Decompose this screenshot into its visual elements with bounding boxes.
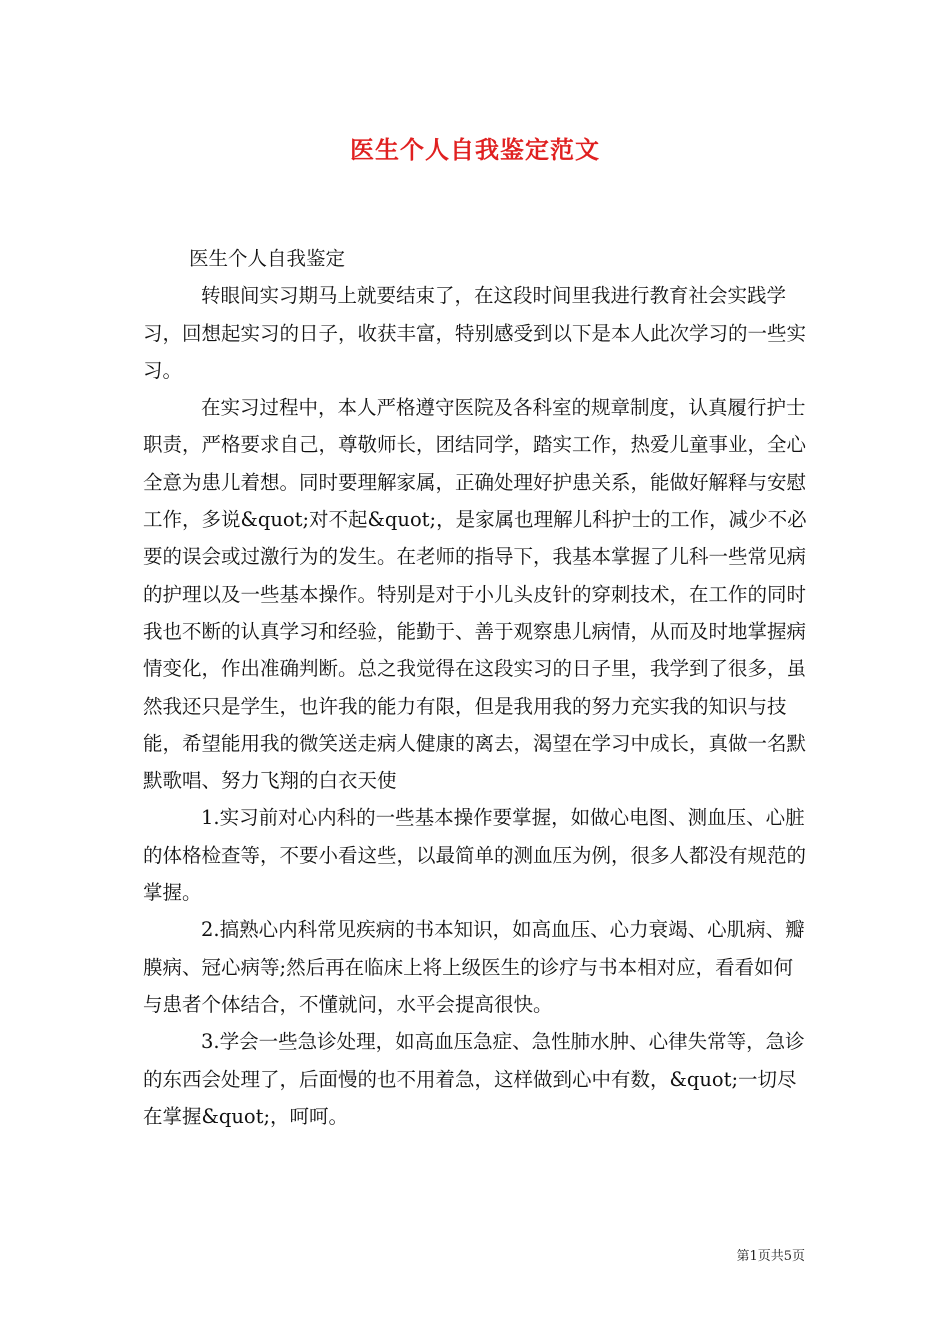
document-body: [143, 240, 811, 1135]
paragraph-point-3: 3.学会一些急诊处理，如高血压急症、急性肺水肿、心律失常等，急诊的东西会处理了，后面慢的也不用着急，这样做到心中有数，&quot;一切尽在掌握&quot;，呵呵。: [143, 1030, 805, 1128]
page-number: 第1页共5页: [736, 1249, 805, 1264]
paragraph-internship: 在实习过程中，本人严格遵守医院及各科室的规章制度，认真履行护士职责，严格要求自己，尊敬师长，团结同学，踏实工作，热爱儿童事业，全心全意为患儿着想。同时要理解家属，正确处理好护患关系，能做好解释与安慰工作，多说&quot;对不起&quot;，是家属也理解儿科护士的工作，减少不必要的误会或过激行为的发生。在老师的指导下，我基本掌握了儿科一些常见病的护理以及一些基本操作。特别是对于小儿头皮针的穿刺技术，在工作的同时我也不断的认真学习和经验，能勤于、善于观察患儿病情，从而及时地掌握病情变化，作出准确判断。总之我觉得在这段实习的日子里，我学到了很多，虽然我还只是学生，也许我的能力有限，但是我用我的努力充实我的知识与技能，希望能用我的微笑送走病人健康的离去，渴望在学习中成长，真做一名默默歌唱、努力飞翔的白衣天使: [143, 396, 807, 793]
paragraph-point-1: 1.实习前对心内科的一些基本操作要掌握，如做心电图、测血压、心脏的体格检查等，不要小看这些，以最简单的测血压为例，很多人都没有规范的掌握。: [143, 806, 807, 905]
document-subtitle: 医生个人自我鉴定: [189, 247, 346, 270]
paragraph-intro: 转眼间实习期马上就要结束了，在这段时间里我进行教育社会实践学习，回想起实习的日子，收获丰富，特别感受到以下是本人此次学习的一些实习。: [143, 284, 807, 382]
document-title: 医生个人自我鉴定范文: [350, 135, 600, 164]
paragraph-point-2: 2.搞熟心内科常见疾病的书本知识，如高血压、心力衰竭、心肌病、瓣膜病、冠心病等;然后再在临床上将上级医生的诊疗与书本相对应，看看如何与患者个体结合，不懂就问，水平会提高很快。: [143, 918, 805, 1016]
